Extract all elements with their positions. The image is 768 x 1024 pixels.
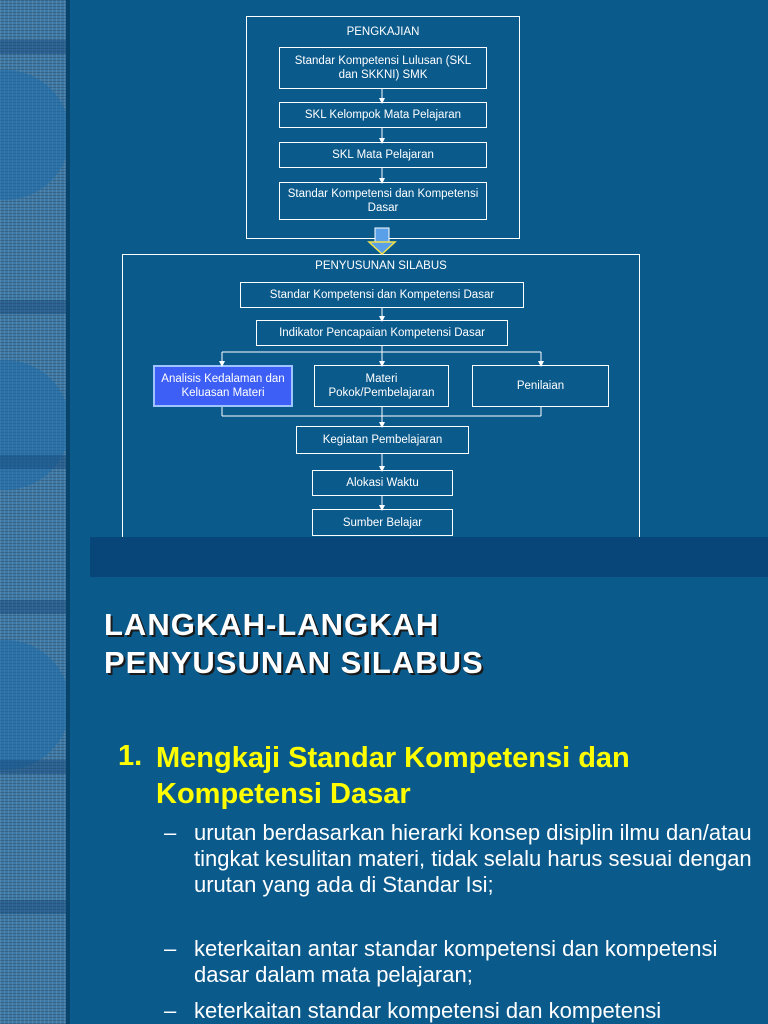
- sub-point: [164, 820, 754, 898]
- block-arrow-icon: [369, 228, 395, 254]
- sub-point-text: keterkaitan antar standar kompetensi dan kompetensi dasar dalam mata pelajaran;: [194, 936, 718, 987]
- box-sk-kd: Standar Kompetensi dan Kompetensi Dasar: [279, 182, 487, 220]
- box-indikator: Indikator Pencapaian Kompetensi Dasar: [256, 320, 508, 346]
- title-line-1: LANGKAH-LANGKAH: [104, 607, 440, 642]
- decor-band: [0, 900, 66, 914]
- sub-point: [164, 936, 754, 988]
- box-alokasi: Alokasi Waktu: [312, 470, 453, 496]
- point-number: 1.: [118, 740, 143, 772]
- decor-circle: [0, 640, 66, 770]
- divider-band: [90, 537, 768, 577]
- box-skl-mapel: SKL Mata Pelajaran: [279, 142, 487, 168]
- sub-point-text: keterkaitan standar kompetensi dan kompetensi: [194, 998, 662, 1023]
- dash-bullet: –: [164, 998, 177, 1023]
- dash-bullet: –: [164, 820, 177, 845]
- box-penilaian: Penilaian: [472, 365, 609, 407]
- decor-band: [0, 760, 66, 774]
- title-line-2: PENYUSUNAN SILABUS: [104, 645, 484, 680]
- point-heading: Mengkaji Standar Kompetensi dan Kompetensi Dasar: [156, 742, 630, 810]
- box-kegiatan: Kegiatan Pembelajaran: [296, 426, 469, 454]
- slide-title: [104, 606, 744, 682]
- sub-point-text: urutan berdasarkan hierarki konsep disiplin ilmu dan/atau tingkat kesulitan materi, tidak selalu harus sesuai dengan urutan yang ada di Standar Isi;: [194, 820, 752, 897]
- pengkajian-title: PENGKAJIAN: [346, 26, 420, 38]
- box-materi: Materi Pokok/Pembelajaran: [314, 365, 449, 407]
- sub-point: [164, 998, 754, 1024]
- box-analisis: Analisis Kedalaman dan Keluasan Materi: [153, 365, 293, 407]
- penyusunan-title: PENYUSUNAN SILABUS: [315, 260, 447, 272]
- decor-band: [0, 600, 66, 614]
- box-sk-kd-2: Standar Kompetensi dan Kompetensi Dasar: [240, 282, 524, 308]
- box-skl-smk: Standar Kompetensi Lulusan (SKL dan SKKNI) SMK: [279, 47, 487, 89]
- dash-bullet: –: [164, 936, 177, 961]
- box-skl-kelompok: SKL Kelompok Mata Pelajaran: [279, 102, 487, 128]
- box-sumber: Sumber Belajar: [312, 509, 453, 536]
